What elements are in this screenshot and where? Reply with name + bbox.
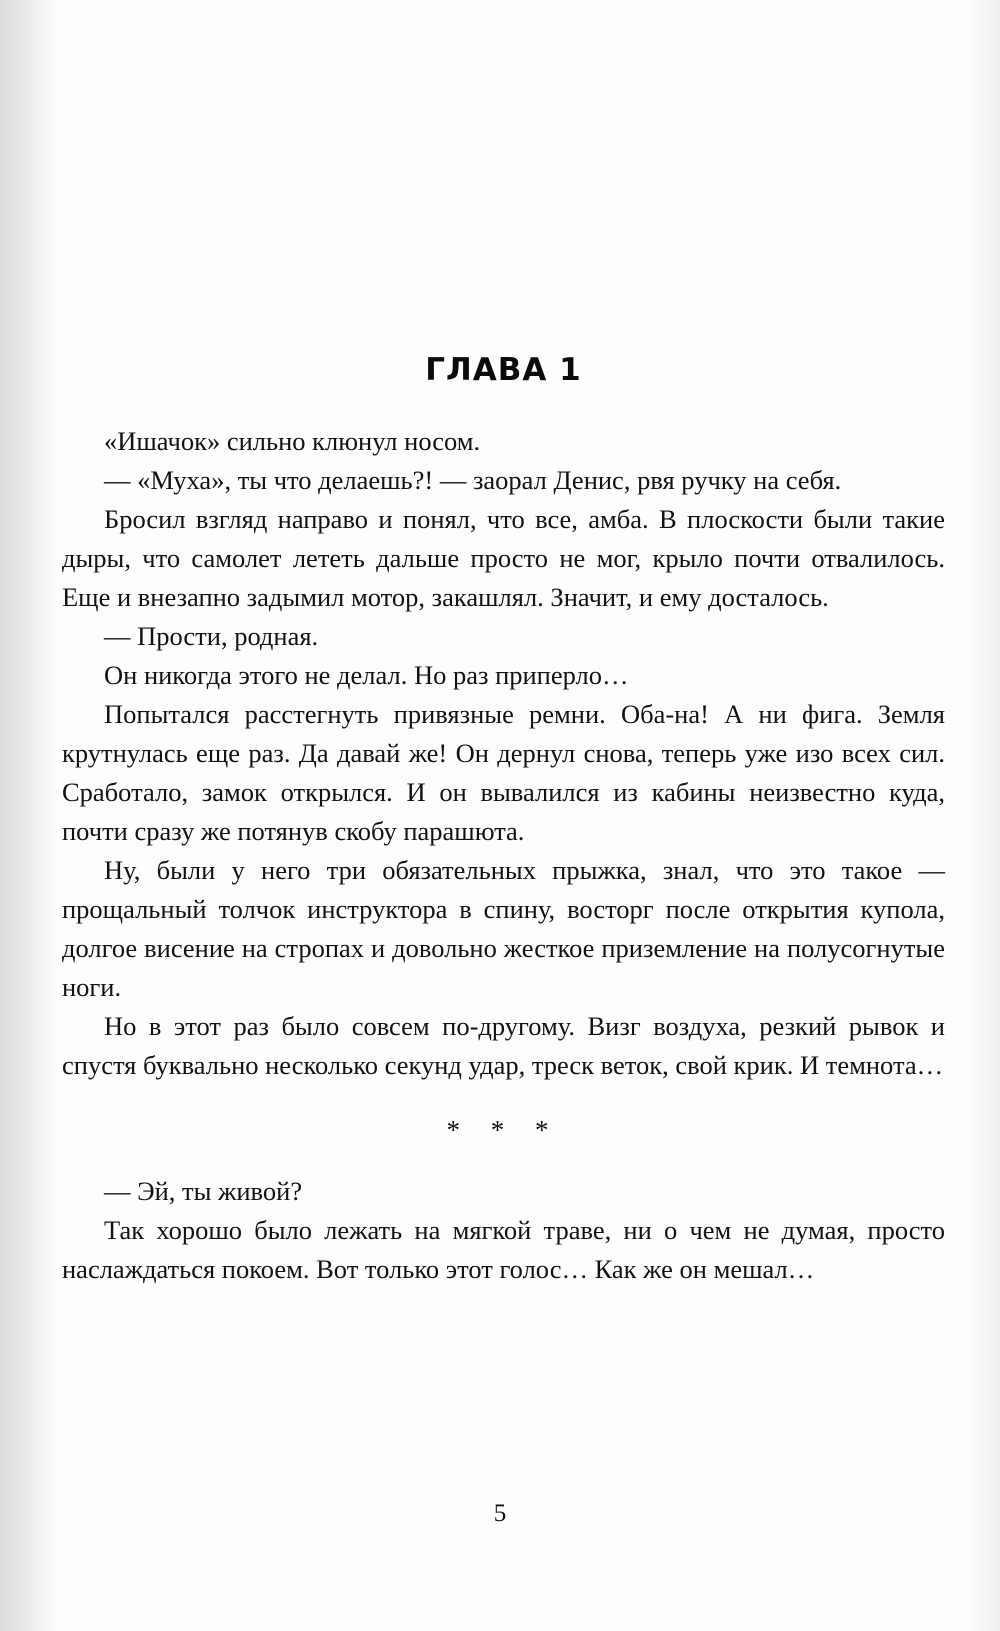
page-number: 5 xyxy=(493,1500,507,1527)
page-content xyxy=(62,352,945,1289)
chapter-title: ГЛАВА 1 xyxy=(425,352,582,388)
paragraph: Но в этот раз было совсем по-другому. Визг воздуха, резкий рывок и спустя буквально несколько секунд удар, треск веток, свой крик. И темнота… xyxy=(62,1011,945,1080)
paragraph: Он никогда этого не делал. Но раз приперло… xyxy=(104,660,629,690)
scene-divider: * * * xyxy=(446,1115,561,1145)
paragraph: — «Муха», ты что делаешь?! — заорал Денис, рвя ручку на себя. xyxy=(104,465,842,495)
paragraph: «Ишачок» сильно клюнул носом. xyxy=(104,426,481,456)
paragraph: Попытался расстегнуть привязные ремни. Оба-на! А ни фига. Земля крутнулась еще раз. Да давай же! Он дернул снова, теперь уже изо всех сил. Сработало, замок открылся. И он вывалился из кабины неизвестно куда, почти сразу же потянув скобу парашюта. xyxy=(62,699,945,846)
paragraph: — Эй, ты живой? xyxy=(104,1176,303,1206)
paragraph: Ну, были у него три обязательных прыжка, знал, что это такое — прощальный толчок инструктора в спину, восторг после открытия купола, долгое висение на стропах и довольно жесткое приземление на полусогнутые ноги. xyxy=(62,855,945,1002)
paragraph: Так хорошо было лежать на мягкой траве, ни о чем не думая, просто наслаждаться покоем. Вот только этот голос… Как же он мешал… xyxy=(62,1215,945,1284)
paragraph: — Прости, родная. xyxy=(104,621,319,651)
paragraph: Бросил взгляд направо и понял, что все, амба. В плоскости были такие дыры, что самолет лететь дальше просто не мог, крыло почти отвалилось. Еще и внезапно задымил мотор, закашлял. Значит, и ему досталось. xyxy=(62,504,945,612)
